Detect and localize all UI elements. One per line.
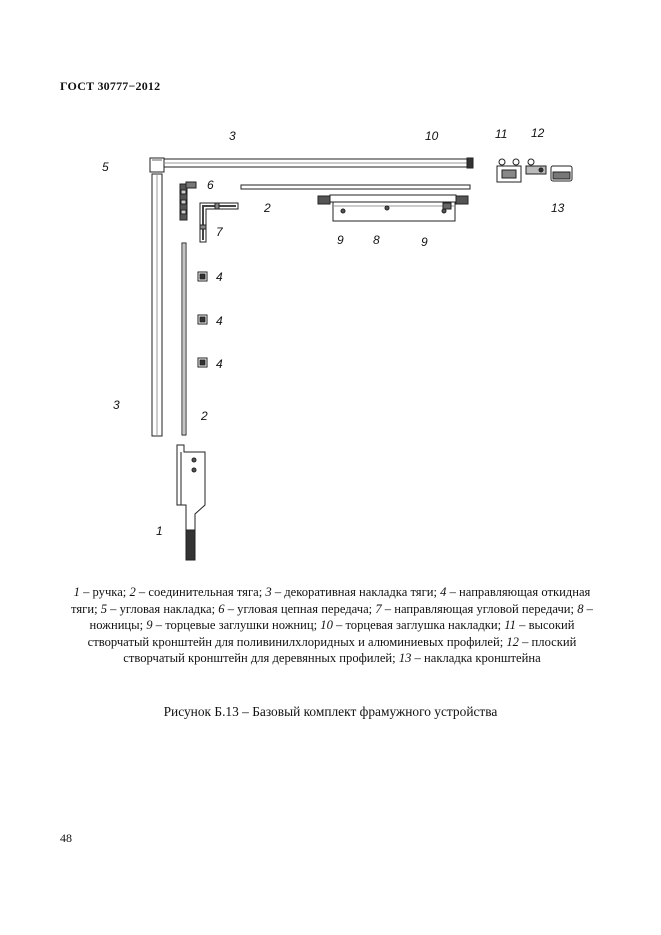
corner-chain-transmission-6 [180,182,196,220]
legend-text: – направляющая откидная тяги; [71,585,591,616]
label-12: 12 [531,126,545,140]
legend-item [218,602,375,616]
legend-num: 10 [320,618,333,633]
legend-num: 11 [504,618,516,633]
legend-item [265,585,440,599]
label-10: 10 [425,129,439,143]
folding-guide-4b [198,315,207,324]
label-13: 13 [551,201,565,215]
figure-title: Рисунок Б.13 – Базовый комплект фрамужного устройства [163,704,498,719]
legend-text: – декоративная накладка тяги; [271,585,441,599]
legend-item [101,602,219,616]
folding-guide-4c [198,358,207,367]
legend-num: 1 [73,585,80,599]
legend-item [146,618,320,632]
page-number: 48 [60,831,72,845]
label-6: 6 [207,178,214,192]
legend-text: – плоский створчатый кронштейн для деревянных профилей; [123,634,577,666]
label-3-left: 3 [113,398,120,412]
legend-num: 2 [129,585,136,599]
label-5: 5 [102,160,109,174]
legend-item [320,618,504,632]
label-8: 8 [373,233,380,247]
legend-text: – накладка кронштейна [411,651,541,666]
handle-1 [177,445,205,560]
legend-num: 5 [100,601,108,616]
legend-num: 7 [375,601,382,616]
legend-num: 4 [440,585,447,599]
legend-text: – направляющая угловой передачи; [381,601,578,616]
bracket-11 [497,159,521,182]
label-7: 7 [216,225,223,239]
label-4-c: 4 [216,357,223,371]
label-1: 1 [156,524,163,538]
legend-num: 13 [398,651,412,666]
label-9-left: 9 [337,233,344,247]
legend-text: – ножницы; [89,601,593,633]
legend-text: – угловая цепная передача; [224,601,376,616]
legend-item [129,585,265,599]
legend-text: – угловая накладка; [107,601,219,616]
legend-text: – высокий створчатый кронштейн для поливинилхлоридных и алюминиевых профилей; [87,618,575,649]
bracket-cover-13 [551,166,572,181]
legend-text: – ручка; [79,585,130,599]
legend-item [375,602,577,616]
end-cap-10 [467,158,473,168]
legend-num: 8 [577,601,584,616]
folding-guide-4a [198,272,207,281]
label-2-left: 2 [201,409,208,423]
legend-text: – торцевые заглушки ножниц; [152,618,321,633]
label-9-right: 9 [421,235,428,249]
label-11: 11 [495,127,508,141]
figure-legend [62,584,602,667]
connecting-rod-top-2 [241,185,470,189]
legend-text: – торцевая заглушка накладки; [332,618,505,633]
scissors-8 [318,195,468,221]
label-4-a: 4 [216,270,223,284]
label-4-b: 4 [216,314,223,328]
legend-item [399,651,541,665]
label-3-top: 3 [229,129,236,143]
legend-num: 12 [506,634,519,649]
bracket-12 [526,159,546,174]
label-2-top: 2 [264,201,271,215]
legend-num: 3 [265,585,272,599]
document-header: ГОСТ 30777−2012 [60,79,161,93]
legend-text: – соединительная тяга; [135,585,266,599]
legend-item [74,585,130,599]
legend-num: 6 [218,601,225,616]
legend-num: 9 [146,618,153,633]
